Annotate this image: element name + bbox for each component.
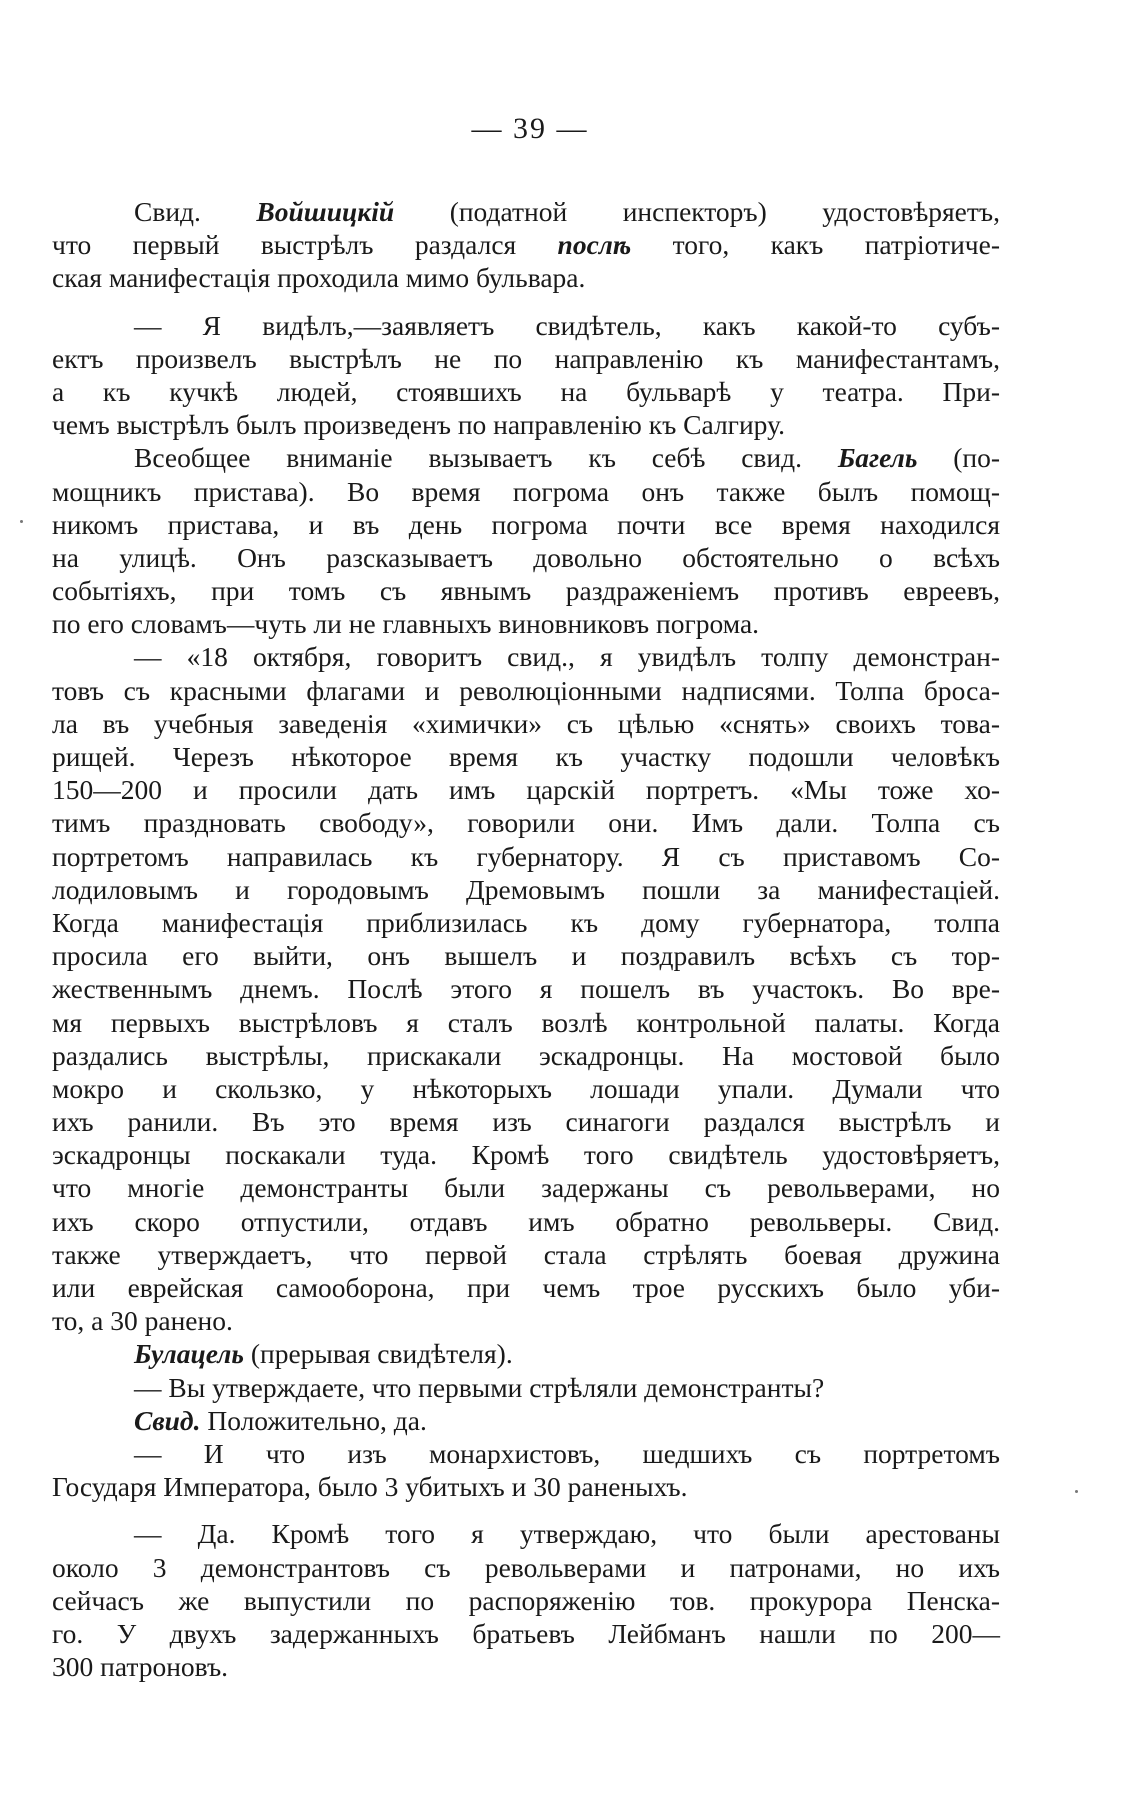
text-line: на улицѣ. Онъ разсказываетъ довольно обстоятельно о всѣхъ [52, 541, 1000, 573]
text-line: лодиловымъ и городовымъ Дремовымъ пошли за манифестаціей. [52, 873, 1000, 905]
text-line: около 3 демонстрантовъ съ револьверами и патронами, но ихъ [52, 1551, 1000, 1583]
text-line: товъ съ красными флагами и революціонными надписями. Толпа броса- [52, 674, 1000, 706]
text-line [52, 228, 1000, 261]
text-line: ектъ произвелъ выстрѣлъ не по направленію къ манифестантамъ, [52, 342, 1000, 374]
scan-speck [1075, 1490, 1078, 1493]
text-line: ихъ скоро отпустили, отдавъ имъ обратно револьверы. Свид. [52, 1205, 1000, 1237]
text-line: 150—200 и просили дать имъ царскій портретъ. «Мы тоже хо- [52, 774, 1000, 806]
text-line: что многіе демонстранты были задержаны съ револьверами, но [52, 1172, 1000, 1204]
text-line: сейчасъ же выпустили по распоряженію тов. прокурора Пенска- [52, 1584, 1000, 1616]
body-text [52, 195, 1000, 1683]
italic-name: Булацель [134, 1338, 244, 1370]
text-span: (прерывая свидѣтеля). [243, 1338, 513, 1370]
text-span: Всеобщее вниманіе вызываетъ къ себѣ свид. [134, 442, 838, 474]
text-line: — И что изъ монархистовъ, шедшихъ съ портретомъ [134, 1437, 1000, 1469]
text-line: Государя Императора, было 3 убитыхъ и 30 раненыхъ. [52, 1471, 688, 1503]
text-line: жественнымъ днемъ. Послѣ этого я пошелъ въ участокъ. Во вре- [52, 973, 1000, 1005]
text-line: Когда манифестація приблизилась къ дому губернатора, толпа [52, 906, 1000, 938]
text-line: по его словамъ—чуть ли не главныхъ виновниковъ погрома. [52, 608, 760, 640]
text-line: — Я видѣлъ,—заявляетъ свидѣтель, какъ какой-то субъ- [134, 309, 1000, 341]
text-span: (податной инспекторъ) удостовѣряетъ, [394, 196, 1000, 227]
text-line [52, 441, 1000, 474]
text-line [52, 195, 1000, 228]
text-line: ла въ учебныя заведенія «химички» съ цѣлью «снять» своихъ това- [52, 707, 1000, 739]
text-line: — Да. Кромѣ того я утверждаю, что были арестованы [134, 1518, 1000, 1550]
italic-name: послѣ [557, 229, 632, 261]
text-line: — Вы утверждаете, что первыми стрѣляли демонстранты? [134, 1371, 825, 1403]
text-line: рищей. Черезъ нѣкоторое время къ участку подошли человѣкъ [52, 741, 1000, 772]
text-line: портретомъ направилась къ губернатору. Я съ приставомъ Со- [52, 840, 1000, 872]
text-line: мокро и скользко, у нѣкоторыхъ лошади упали. Думали что [52, 1072, 1000, 1104]
text-line: также утверждаетъ, что первой стала стрѣлять боевая дружина [52, 1238, 1000, 1270]
text-span: Положительно, да. [200, 1404, 427, 1436]
text-span: (по- [917, 442, 1000, 474]
text-line: ихъ ранили. Въ это время изъ синагоги раздался выстрѣлъ и [52, 1106, 1000, 1138]
text-line: мощникъ пристава). Во время погрома онъ также былъ помощ- [52, 475, 1000, 507]
text-span: Свид. [134, 196, 257, 227]
italic-name: Багель [837, 442, 918, 474]
text-line: или еврейская самооборона, при чемъ трое русскихъ было уби- [52, 1272, 1000, 1303]
text-line: го. У двухъ задержанныхъ братьевъ Лейбманъ нашли по 200— [52, 1617, 1000, 1649]
text-line: а къ кучкѣ людей, стоявшихъ на бульварѣ у театра. При- [52, 375, 1000, 407]
text-line: просила его выйти, онъ вышелъ и поздравилъ всѣхъ съ тор- [52, 940, 1000, 972]
text-line [52, 1337, 1000, 1370]
text-line: — «18 октября, говоритъ свид., я увидѣлъ толпу демонстран- [134, 641, 1000, 673]
scan-speck [20, 520, 23, 523]
text-line: ская манифестація проходила мимо бульвара. [52, 262, 586, 294]
text-line: никомъ пристава, и въ день погрома почти все время находился [52, 508, 1000, 540]
text-line: то, а 30 ранено. [52, 1305, 233, 1337]
text-line: 300 патроновъ. [52, 1651, 229, 1683]
italic-name: Свид. [134, 1404, 201, 1436]
italic-name: Войшицкій [256, 196, 395, 227]
text-line: эскадронцы поскакали туда. Кромѣ того свидѣтель удостовѣряетъ, [52, 1139, 1000, 1171]
text-line: тимъ праздновать свободу», говорили они. Имъ дали. Толпа съ [52, 807, 1000, 839]
text-line: мя первыхъ выстрѣловъ я сталъ возлѣ контрольной палаты. Когда [52, 1006, 1000, 1038]
text-line: раздались выстрѣлы, прискакали эскадронцы. На мостовой было [52, 1039, 1000, 1071]
text-span: того, какъ патріотиче- [631, 229, 1000, 261]
text-line [52, 1404, 1000, 1437]
page-number: — 39 — [471, 112, 589, 145]
text-span: что первый выстрѣлъ раздался [52, 229, 558, 261]
text-line: событіяхъ, при томъ съ явнымъ раздраженіемъ противъ евреевъ, [52, 575, 1000, 607]
text-line: чемъ выстрѣлъ былъ произведенъ по направленію къ Салгиру. [52, 409, 785, 441]
